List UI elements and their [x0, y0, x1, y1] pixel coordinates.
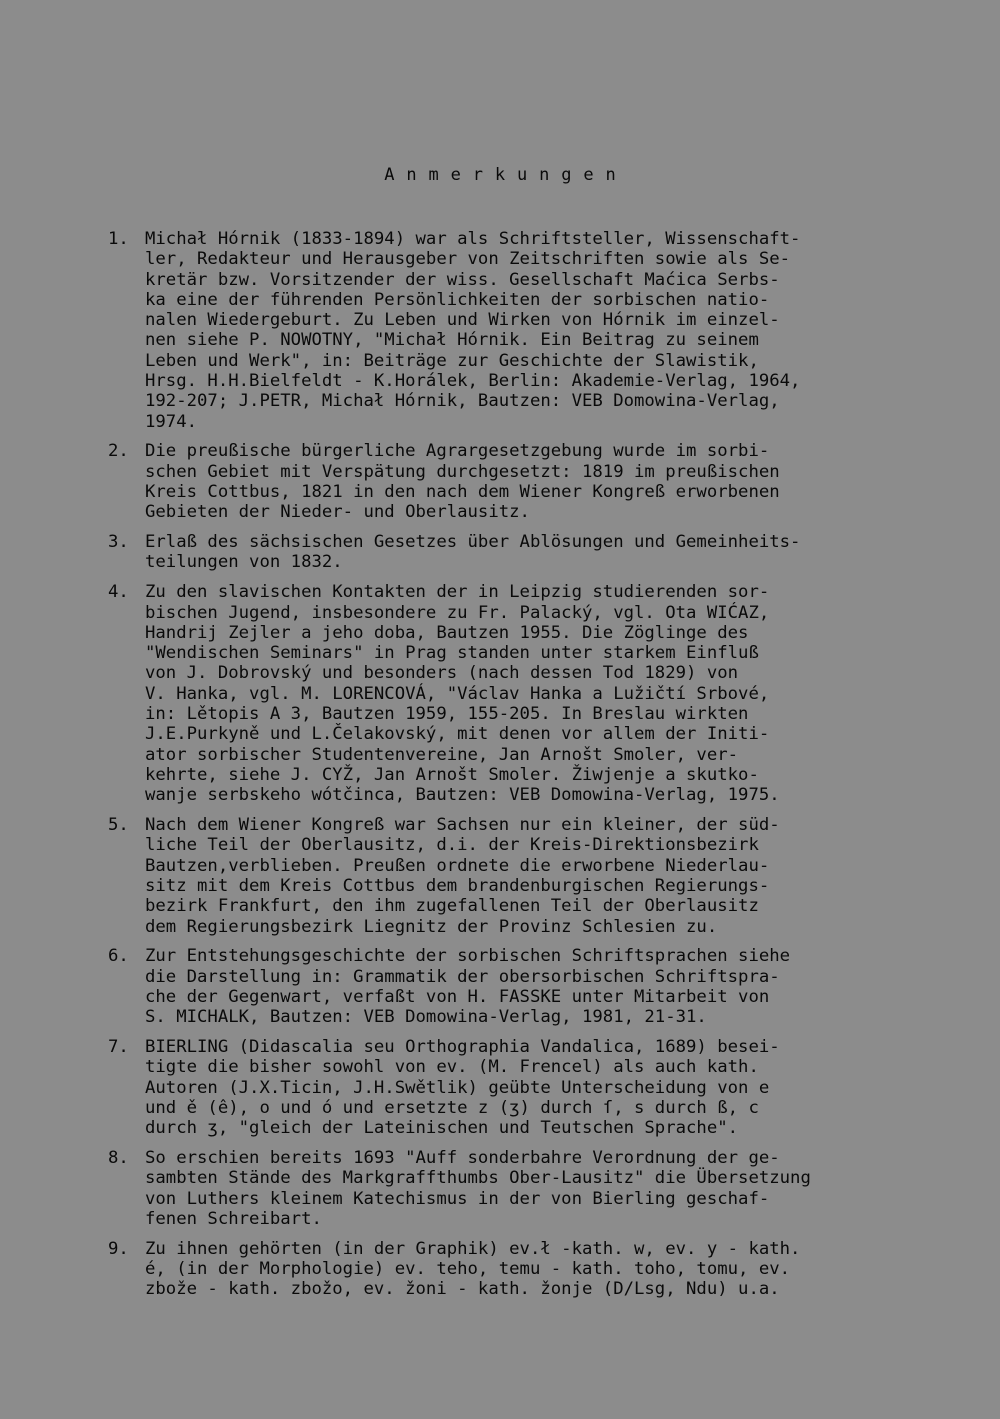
note-number: 4.: [108, 582, 129, 603]
note-number: 9.: [108, 1238, 129, 1259]
notes-list: [108, 229, 898, 1309]
note-number: 6.: [108, 946, 129, 967]
note-9: [108, 1239, 898, 1300]
note-text: Die preußische bürgerliche Agrargesetzgebung wurde im sorbi- schen Gebiet mit Verspätung durchgesetzt: 1819 im preußischen Kreis Cottbus, 1821 in den nach dem Wiener Kongreß erworbenen Gebieten der Nieder- und Oberlausitz.: [145, 441, 780, 523]
note-number: 7.: [108, 1036, 129, 1057]
note-text: Zu ihnen gehörten (in der Graphik) ev.ł -kath. w, ev. y - kath. é, (in der Morphologie) ev. teho, temu - kath. toho, tomu, ev. zbože - kath. zbožo, ev. žoni - kath. žonje (D/Lsg, Ndu) u.a.: [145, 1238, 801, 1300]
note-text: BIERLING (Didascalia seu Orthographia Vandalica, 1689) besei- tigte die bisher sowohl von ev. (M. Frencel) als auch kath. Autoren (J.X.Ticin, J.H.Swětlik) geübte Unterscheidung von e und ě (ê), o und ó und ersetzte z (ʒ) durch ſ, s durch ß, c durch ʒ, "gleich der Lateinischen und Teutschen Sprache".: [145, 1036, 780, 1139]
note-text: Erlaß des sächsischen Gesetzes über Ablösungen und Gemeinheits- teilungen von 1832.: [145, 532, 801, 573]
note-2: [108, 441, 898, 522]
note-text: So erschien bereits 1693 "Auff sonderbahre Verordnung der ge- sambten Stände des Markgraffthumbs Ober-Lausitz" die Übersetzung von Luthers kleinem Katechismus in der von Bierling geschaf- fenen Schreibart.: [145, 1147, 811, 1229]
page-heading: Anmerkungen: [384, 165, 628, 185]
note-text: Michał Hórnik (1833-1894) war als Schriftsteller, Wissenschaft- ler, Redakteur und Herausgeber von Zeitschriften sowie als Se- kretär bzw. Vorsitzender der wiss. Gesellschaft Maćica Serbs- ka eine der führenden Persönlichkeiten der sorbischen natio- nalen Wiedergeburt. Zu Leben und Wirken von Hórnik im einzel- nen siehe P. NOWOTNY, "Michał Hórnik. Ein Beitrag zu seinem Leben und Werk", in: Beiträge zur Geschichte der Slawistik, Hrsg. H.H.Bielfeldt - K.Horálek, Berlin: Akademie-Verlag, 1964, 192-207; J.PETR, Michał Hórnik, Bautzen: VEB Domowina-Verlag, 1974.: [145, 229, 801, 432]
note-number: 5.: [108, 815, 129, 836]
note-8: [108, 1148, 898, 1229]
note-number: 8.: [108, 1147, 129, 1168]
note-5: [108, 815, 898, 937]
note-text: Zur Entstehungsgeschichte der sorbischen Schriftsprachen siehe die Darstellung in: Grammatik der obersorbischen Schriftspra- che der Gegenwart, verfaßt von H. FASSKE unter Mitarbeit von S. MICHALK, Bautzen: VEB Domowina-Verlag, 1981, 21-31.: [145, 946, 791, 1028]
note-4: [108, 582, 898, 805]
note-text: Nach dem Wiener Kongreß war Sachsen nur ein kleiner, der süd- liche Teil der Oberlausitz, d.i. der Kreis-Direktionsbezirk Bautzen,verblieben. Preußen ordnete die erworbene Niederlau- sitz mit dem Kreis Cottbus dem brandenburgischen Regierungs- bezirk Frankfurt, den ihm zugefallenen Teil der Oberlausitz dem Regierungsbezirk Liegnitz der Provinz Schlesien zu.: [145, 815, 780, 937]
note-3: [108, 532, 898, 573]
note-1: [108, 229, 898, 432]
note-6: [108, 946, 898, 1027]
note-7: [108, 1037, 898, 1138]
note-number: 2.: [108, 441, 129, 462]
note-number: 1.: [108, 229, 129, 249]
note-text: Zu den slavischen Kontakten der in Leipzig studierenden sor- bischen Jugend, insbesondere zu Fr. Palacký, vgl. Ota WIĆAZ, Handrij Zejler a jeho doba, Bautzen 1955. Die Zöglinge des "Wendischen Seminars" in Prag standen unter starkem Einfluß von J. Dobrovský und besonders (nach dessen Tod 1829) von V. Hanka, vgl. M. LORENCOVÁ, "Václav Hanka a Lužičtí Srbové, in: Lětopis A 3, Bautzen 1959, 155-205. In Breslau wirkten J.E.Purkyně und L.Čelakovský, mit denen vor allem der Initi- ator sorbischer Studentenvereine, Jan Arnošt Smoler, ver- kehrte, siehe J. CYŽ, Jan Arnošt Smoler. Žiwjenje a skutko- wanje serbskeho wótčinca, Bautzen: VEB Domowina-Verlag, 1975.: [145, 582, 780, 806]
note-number: 3.: [108, 532, 129, 553]
